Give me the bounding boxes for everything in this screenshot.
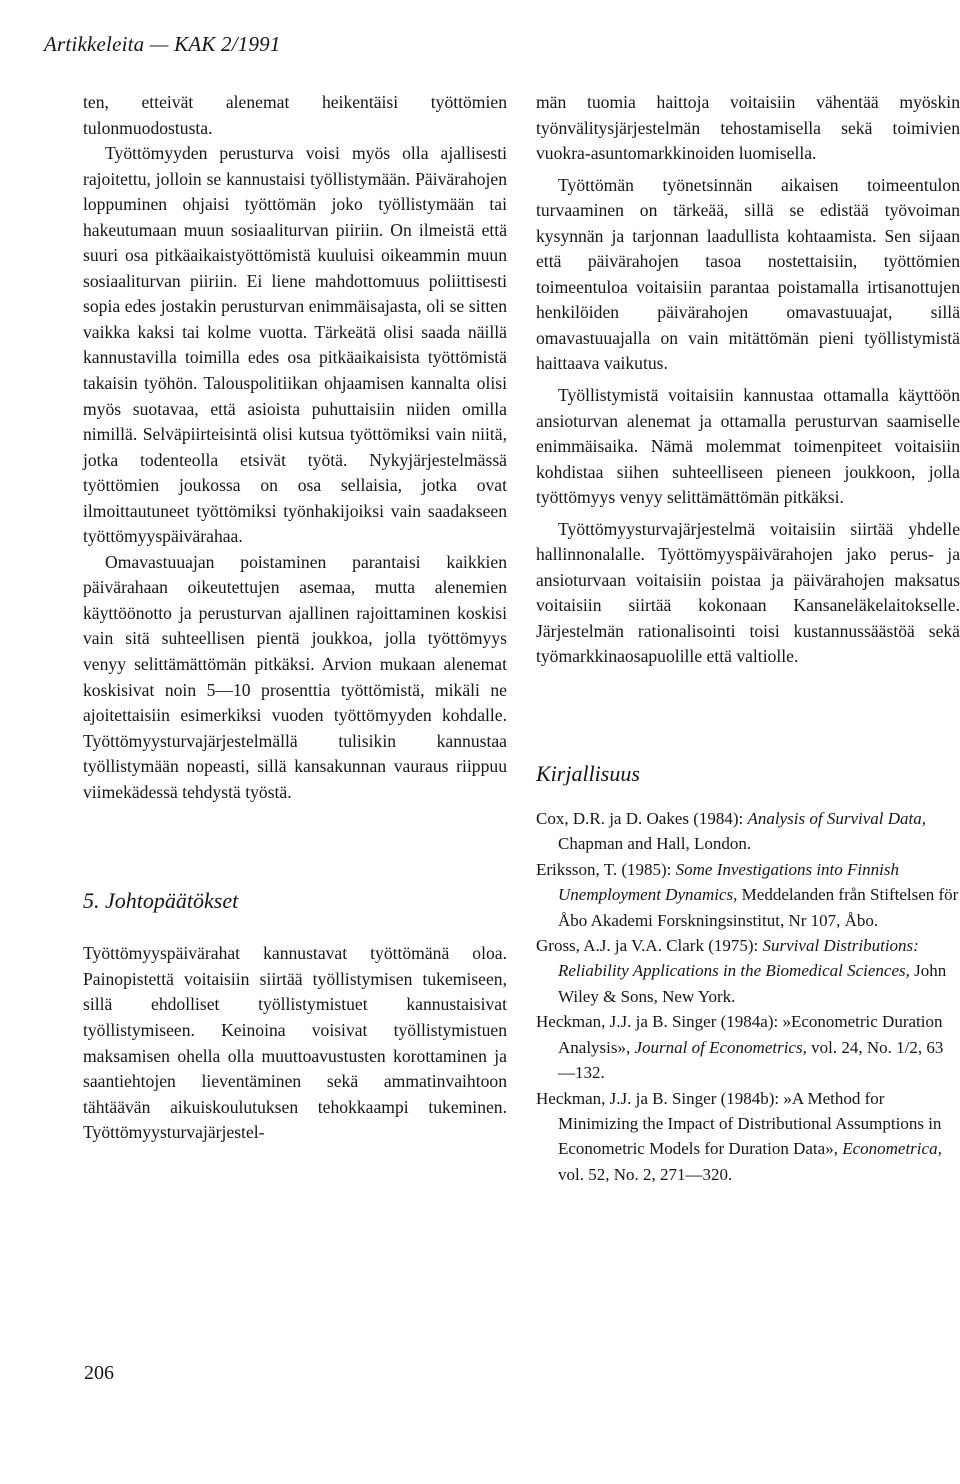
reference-title: Some Investigations into Finnish Unemployment Dynamics,: [558, 859, 899, 905]
body-paragraph: ten, etteivät alenemat heikentäisi työttömien tulonmuodostusta.: [83, 92, 507, 138]
reference-item: [536, 1009, 960, 1085]
reference-details: Meddelanden från Stiftelsen för Åbo Akademi Forskningsinstitut, Nr 107, Åbo.: [558, 885, 959, 930]
reference-authors: Gross, A.J. ja V.A. Clark (1975):: [536, 936, 763, 956]
reference-details: John Wiley & Sons, New York.: [558, 961, 947, 1006]
reference-title: Econometrica,: [842, 1139, 942, 1159]
reference-details: vol. 24, No. 1/2, 63—132.: [558, 1037, 944, 1083]
references-heading: Kirjallisuus: [536, 761, 640, 787]
reference-item: [536, 857, 960, 933]
body-paragraph: Omavastuuajan poistaminen parantaisi kaikkien päivärahaan oikeutettujen asemaa, mutta alenemien käyttöönotto ja perusturvan ajallinen rajoittaminen koskisi vain sitä suhteellisen pientä joukkoa, jolla työttömyys venyy selittämättömän pitkäksi. Arvion mukaan alenemat koskisivat noin 5—10 prosenttia työttömistä, mikäli ne ajoitettaisiin esimerkiksi vuoden työttömyyden kohdalle. Työttömyysturvajärjestelmällä tulisikin kannustaa työllistymään nopeasti, sillä kansakunnan vauraus riippuu viimekädessä tehdystä työstä.: [83, 551, 507, 802]
reference-authors: Heckman, J.J. ja B. Singer (1984a): »Econometric Duration Analysis»,: [536, 1012, 943, 1057]
body-paragraph: Työllistymistä voitaisiin kannustaa ottamalla käyttöön ansioturvan alenemat ja ottamalla perusturvan saamiselle enimmäisaika. Nämä molemmat toimenpiteet voitaisiin kohdistaa siihen suhteelliseen pieneen joukkoon, jolla työttömyys venyy selittämättömän pitkäksi.: [536, 385, 960, 508]
reference-details: Chapman and Hall, London.: [558, 834, 752, 854]
reference-item: [536, 806, 960, 857]
reference-authors: Eriksson, T. (1985):: [536, 859, 676, 879]
left-column: [83, 90, 507, 1146]
page-number: 206: [84, 1362, 114, 1384]
conclusions-paragraph: Työttömyyspäivärahat kannustavat työttömänä oloa. Painopistettä voitaisiin siirtää työllistymisen tukemiseen, sillä ehdolliset työllistymistuet kannustaisivat työllistymiseen. Keinoina voisivat työllistymistuen maksamisen ohella olla muuttoavustusten korottaminen ja saantiehtojen lieventäminen sekä ammatinvaihtoon tähtäävän aikuiskoulutuksen tehokkaampi tukeminen. Työttömyysturvajärjestel-: [83, 943, 507, 1143]
reference-item: [536, 1086, 960, 1188]
running-title: Artikkeleita — KAK 2/1991: [44, 32, 281, 56]
reference-list: [536, 806, 960, 1187]
reference-title: Journal of Econometrics,: [634, 1037, 807, 1057]
reference-authors: Heckman, J.J. ja B. Singer (1984b): »A Method for Minimizing the Impact of Distributional Assumptions in Econometric Models for Duration Data»,: [536, 1088, 942, 1159]
right-column: [536, 90, 960, 1187]
reference-authors: Cox, D.R. ja D. Oakes (1984):: [536, 809, 748, 829]
body-paragraph: Työttömän työnetsinnän aikaisen toimeentulon turvaaminen on tärkeää, sillä se edistää työvoiman kysynnän ja tarjonnan laadullista kohtaamista. Sen sijaan että päivärahojen tasoa nostettaisiin, työttömien toimeentuloa voitaisiin parantaa poistamalla irtisanottujen henkilöiden päivärahojen omavastuuajat, sillä omavastuuajalla on vain mitättömän pieni työllistymistä haittaava vaikutus.: [536, 174, 960, 374]
body-paragraph: män tuomia haittoja voitaisiin vähentää myöskin työnvälitysjärjestelmän tehostamisella sekä toimivien vuokra-asuntomarkkinoiden luomisella.: [536, 92, 960, 164]
reference-title: Analysis of Survival Data,: [747, 809, 927, 829]
reference-item: [536, 933, 960, 1009]
reference-details: vol. 52, No. 2, 271—320.: [558, 1164, 733, 1184]
reference-title: Survival Distributions: Reliability Applications in the Biomedical Sciences,: [558, 936, 919, 981]
body-paragraph: Työttömyysturvajärjestelmä voitaisiin siirtää yhdelle hallinnonalalle. Työttömyyspäivärahojen jako perus- ja ansioturvaan voitaisiin poistaa ja päivärahojen maksatus voitaisiin siirtää kokonaan Kansaneläkelaitokselle. Järjestelmän rationalisointi toisi kustannussäästöä sekä työmarkkinaosapuolille että valtiolle.: [536, 518, 960, 667]
body-paragraph: Työttömyyden perusturva voisi myös olla ajallisesti rajoitettu, jolloin se kannustaisi työllistymään. Päivärahojen loppuminen ohjaisi työttömän joko työllistymään tai hakeutumaan muun sosiaaliturvan piiriin. On ilmeistä että suuri osa pitkäaikaistyöttömistä kuuluisi oikeammin muun sosiaaliturvan piiriin. Ei liene mahdottomuus poliittisesti sopia edes jostakin perusturvan enimmäisajasta, oli se sitten vaikka kaksi tai kolme vuotta. Tärkeätä olisi saada näillä kannustavilla toimilla edes osa pitkäaikaisista työttömistä takaisin työhön. Talouspolitiikan ohjaamisen kannalta olisi myös suotavaa, että asioista puhuttaisiin niiden omilla nimillä. Selväpiirteisintä olisi kutsua työttömiksi vain niitä, jotka todenteolla etsivät työtä. Nykyjärjestelmässä työttömien joukossa on osa sellaisia, jotka ovat ilmoittautuneet työttömiksi työnhakijoiksi vain saadakseen työttömyyspäivärahaa.: [83, 143, 507, 547]
conclusions-heading: 5. Johtopäätökset: [83, 888, 239, 914]
